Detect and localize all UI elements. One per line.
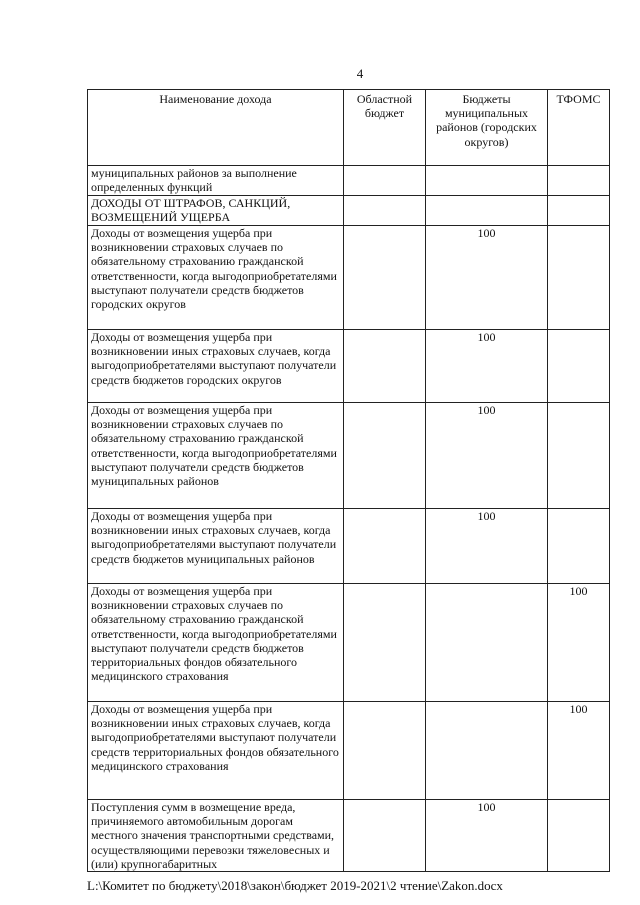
revenue-name-cell: Доходы от возмещения ущерба при возникновении иных страховых случаев, когда выгодоприобретателями выступают получатели средств бюджетов городских округов [88,330,344,403]
table-header-row [88,90,610,166]
revenue-distribution-table [87,89,610,872]
page-number: 4 [356,66,364,81]
tfoms-cell [548,403,610,509]
header-revenue-name: Наименование дохода [88,90,344,166]
municipal-budget-cell [426,702,548,800]
municipal-budget-cell: 100 [426,330,548,403]
municipal-budget-cell: 100 [426,509,548,584]
revenue-name-cell: Доходы от возмещения ущерба при возникновении иных страховых случаев, когда выгодоприобретателями выступают получатели средств территориальных фондов обязательного медицинского страхования [88,702,344,800]
revenue-name-cell: муниципальных районов за выполнение определенных функций [88,166,344,196]
regional-budget-cell [344,702,426,800]
municipal-budget-cell: 100 [426,800,548,872]
tfoms-cell [548,330,610,403]
municipal-budget-cell [426,196,548,226]
tfoms-cell [548,226,610,330]
revenue-name-cell: Доходы от возмещения ущерба при возникновении страховых случаев по обязательному страхованию гражданской ответственности, когда выгодоприобретателями выступают получатели средств бюджетов территориальных фондов обязательного медицинского страхования [88,584,344,702]
table-row [88,702,610,800]
regional-budget-cell [344,166,426,196]
table-row [88,584,610,702]
municipal-budget-cell: 100 [426,403,548,509]
header-regional-budget: Областной бюджет [344,90,426,166]
table-row [88,403,610,509]
tfoms-cell [548,800,610,872]
table-row [88,330,610,403]
tfoms-cell: 100 [548,702,610,800]
revenue-name-cell: Поступления сумм в возмещение вреда, причиняемого автомобильным дорогам местного значения транспортными средствами, осуществляющими перевозки тяжеловесных и (или) крупногабаритных [88,800,344,872]
municipal-budget-cell [426,166,548,196]
tfoms-cell [548,509,610,584]
regional-budget-cell [344,509,426,584]
municipal-budget-cell: 100 [426,226,548,330]
revenue-name-cell: Доходы от возмещения ущерба при возникновении иных страховых случаев, когда выгодоприобретателями выступают получатели средств бюджетов муниципальных районов [88,509,344,584]
table-row [88,166,610,196]
regional-budget-cell [344,403,426,509]
regional-budget-cell [344,800,426,872]
tfoms-cell [548,166,610,196]
header-tfoms: ТФОМС [548,90,610,166]
regional-budget-cell [344,330,426,403]
table-row-section [88,196,610,226]
regional-budget-cell [344,584,426,702]
tfoms-cell [548,196,610,226]
table-row [88,226,610,330]
table-row [88,800,610,872]
section-heading-cell: ДОХОДЫ ОТ ШТРАФОВ, САНКЦИЙ, ВОЗМЕЩЕНИЙ УЩЕРБА [88,196,344,226]
tfoms-cell: 100 [548,584,610,702]
municipal-budget-cell [426,584,548,702]
regional-budget-cell [344,226,426,330]
document-file-path: L:\Комитет по бюджету\2018\закон\бюджет 2019-2021\2 чтение\Zakon.docx [87,878,503,893]
revenue-name-cell: Доходы от возмещения ущерба при возникновении страховых случаев по обязательному страхованию гражданской ответственности, когда выгодоприобретателями выступают получатели средств бюджетов городских округов [88,226,344,330]
regional-budget-cell [344,196,426,226]
table-row [88,509,610,584]
revenue-name-cell: Доходы от возмещения ущерба при возникновении страховых случаев по обязательному страхованию гражданской ответственности, когда выгодоприобретателями выступают получатели средств бюджетов муниципальных районов [88,403,344,509]
header-municipal-budgets: Бюджеты муниципальных районов (городских округов) [426,90,548,166]
